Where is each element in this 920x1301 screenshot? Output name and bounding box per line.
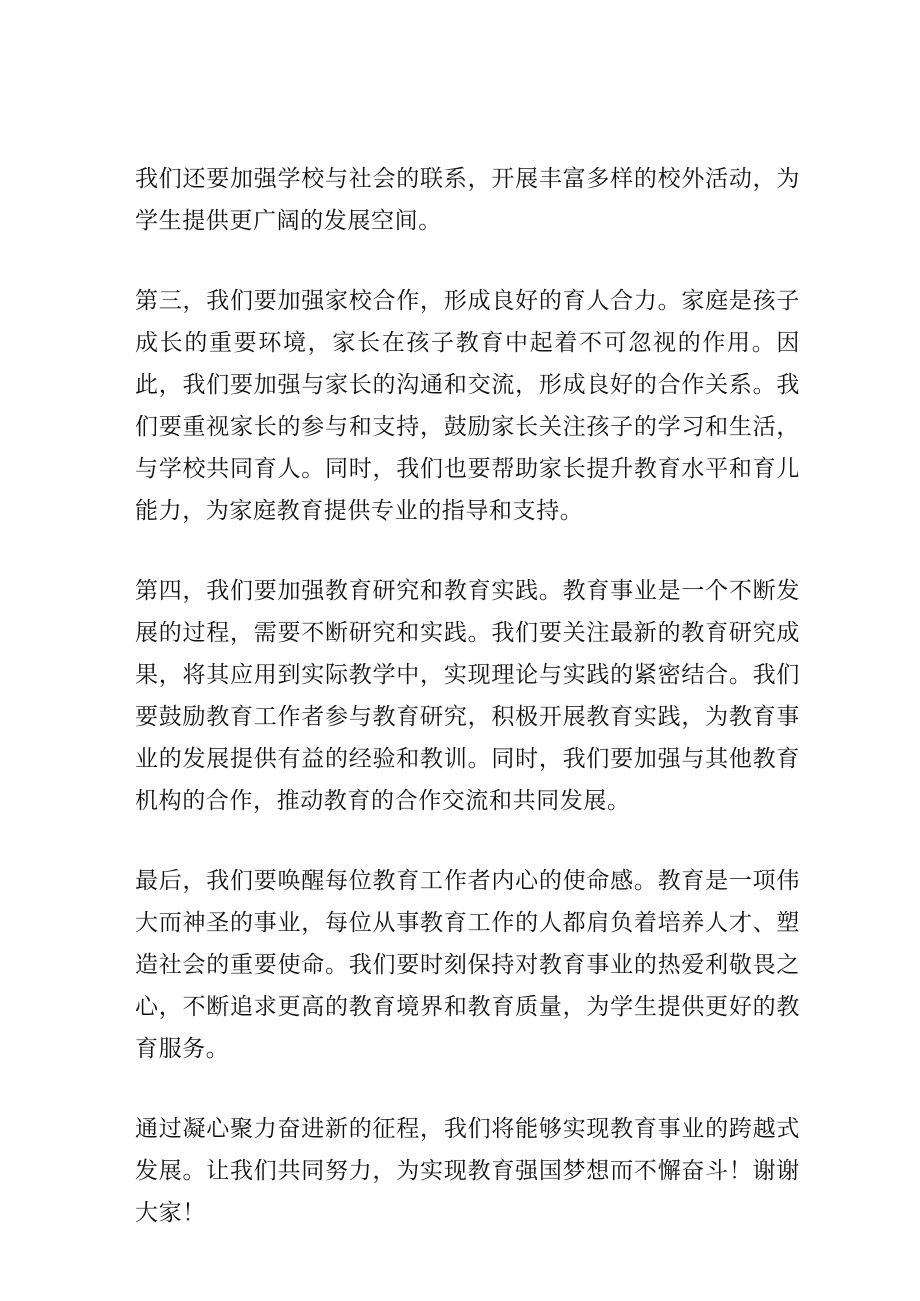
paragraph-5: 通过凝心聚力奋进新的征程，我们将能够实现教育事业的跨越式发展。让我们共同努力，为实现教育强国梦想而不懈奋斗！谢谢大家！ (135, 1116, 800, 1226)
paragraph-1: 我们还要加强学校与社会的联系，开展丰富多样的校外活动，为学生提供更广阔的发展空间。 (135, 166, 800, 234)
paragraph-2: 第三，我们要加强家校合作，形成良好的育人合力。家庭是孩子成长的重要环境，家长在孩子教育中起着不可忽视的作用。因此，我们要加强与家长的沟通和交流，形成良好的合作关系。我们要重视家长的参与和支持，鼓励家长关注孩子的学习和生活，与学校共同育人。同时，我们也要帮助家长提升教育水平和育儿能力，为家庭教育提供专业的指导和支持。 (135, 288, 800, 524)
paragraph-3: 第四，我们要加强教育研究和教育实践。教育事业是一个不断发展的过程，需要不断研究和实践。我们要关注最新的教育研究成果，将其应用到实际教学中，实现理论与实践的紧密结合。我们要鼓励教育工作者参与教育研究，积极开展教育实践，为教育事业的发展提供有益的经验和教训。同时，我们要加强与其他教育机构的合作，推动教育的合作交流和共同发展。 (135, 578, 800, 814)
document-body (135, 158, 800, 1272)
paragraph-4: 最后，我们要唤醒每位教育工作者内心的使命感。教育是一项伟大而神圣的事业，每位从事教育工作的人都肩负着培养人才、塑造社会的重要使命。我们要时刻保持对教育事业的热爱利敬畏之心，不断追求更高的教育境界和教育质量，为学生提供更好的教育服务。 (135, 868, 800, 1062)
